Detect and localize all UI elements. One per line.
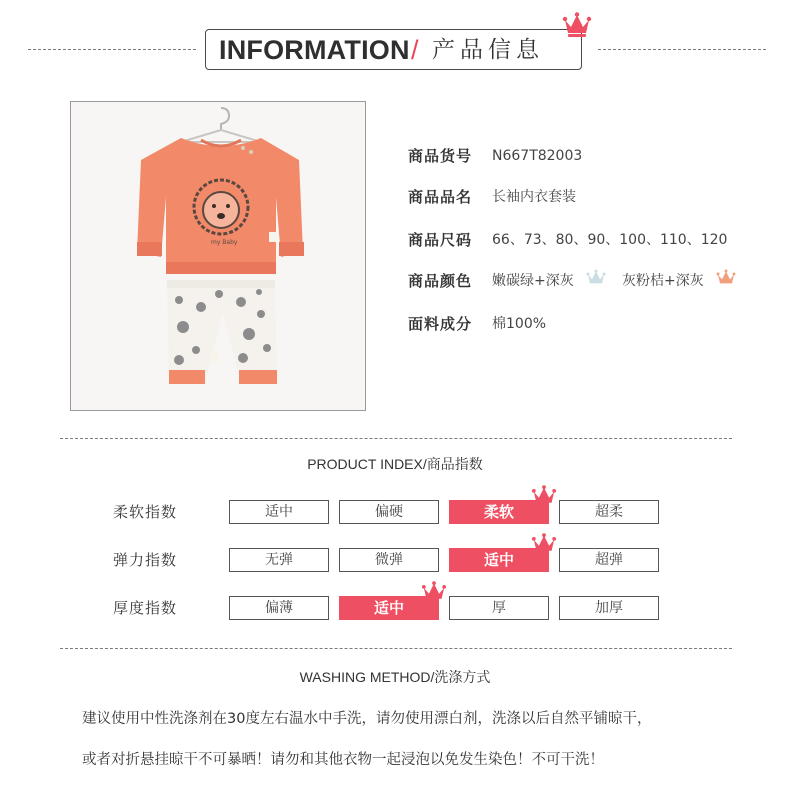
thickness-option: 加厚: [559, 596, 659, 620]
info-label-material: 面料成分: [408, 315, 473, 333]
crown-icon-orange: [716, 269, 736, 287]
elasticity-option: 超弹: [559, 548, 659, 572]
elasticity-option: 微弹: [339, 548, 439, 572]
header-title-slash: /: [411, 35, 419, 65]
info-value-color-2: 灰粉桔+深灰: [622, 273, 704, 289]
header-left-dash: [28, 49, 196, 50]
washing-top-dash: [60, 648, 732, 649]
info-value-color-1: 嫩碳绿+深灰: [492, 273, 574, 289]
info-label-sku: 商品货号: [408, 147, 473, 165]
info-value-size: 66、73、80、90、100、110、120: [492, 232, 728, 248]
softness-option: 超柔: [559, 500, 659, 524]
crown-icon: [531, 485, 557, 507]
crown-icon: [531, 533, 557, 555]
shirt-tag-text: my Baby: [211, 239, 238, 246]
softness-option: 偏硬: [339, 500, 439, 524]
elasticity-option: 无弹: [229, 548, 329, 572]
header-right-dash: [598, 49, 766, 50]
index-top-dash: [60, 438, 732, 439]
thickness-option: 偏薄: [229, 596, 329, 620]
washing-title: WASHING METHOD/洗涤方式: [299, 669, 491, 685]
crown-icon: [562, 12, 592, 38]
thickness-option-selected: 适中: [339, 596, 439, 620]
crown-icon-green: [586, 269, 606, 287]
info-value-material: 棉100%: [492, 316, 547, 332]
washing-text-line-1: 建议使用中性洗涤剂在30度左右温水中手洗，请勿使用漂白剂，洗涤以后自然平铺晾干，: [82, 711, 652, 727]
header-title-en: INFORMATION: [219, 35, 410, 65]
pajama-set-icon: [71, 102, 365, 410]
index-label-elasticity: 弹力指数: [113, 551, 178, 569]
crown-icon: [421, 581, 447, 603]
info-label-color: 商品颜色: [408, 272, 473, 290]
product-index-title: PRODUCT INDEX/商品指数: [307, 456, 483, 472]
header-title-cn: 产品信息: [432, 37, 544, 63]
softness-option: 适中: [229, 500, 329, 524]
softness-option-selected: 柔软: [449, 500, 549, 524]
index-label-softness: 柔软指数: [113, 503, 178, 521]
thickness-option: 厚: [449, 596, 549, 620]
info-label-size: 商品尺码: [408, 231, 473, 249]
info-value-name: 长袖内衣套装: [492, 189, 576, 205]
info-value-sku: N667T82003: [492, 148, 583, 164]
index-label-thickness: 厚度指数: [113, 599, 178, 617]
elasticity-option-selected: 适中: [449, 548, 549, 572]
info-label-name: 商品品名: [408, 188, 473, 206]
product-image: [70, 101, 366, 411]
washing-text-line-2: 或者对折悬挂晾干不可暴晒！请勿和其他衣物一起浸泡以免发生染色！不可干洗！: [82, 752, 604, 768]
